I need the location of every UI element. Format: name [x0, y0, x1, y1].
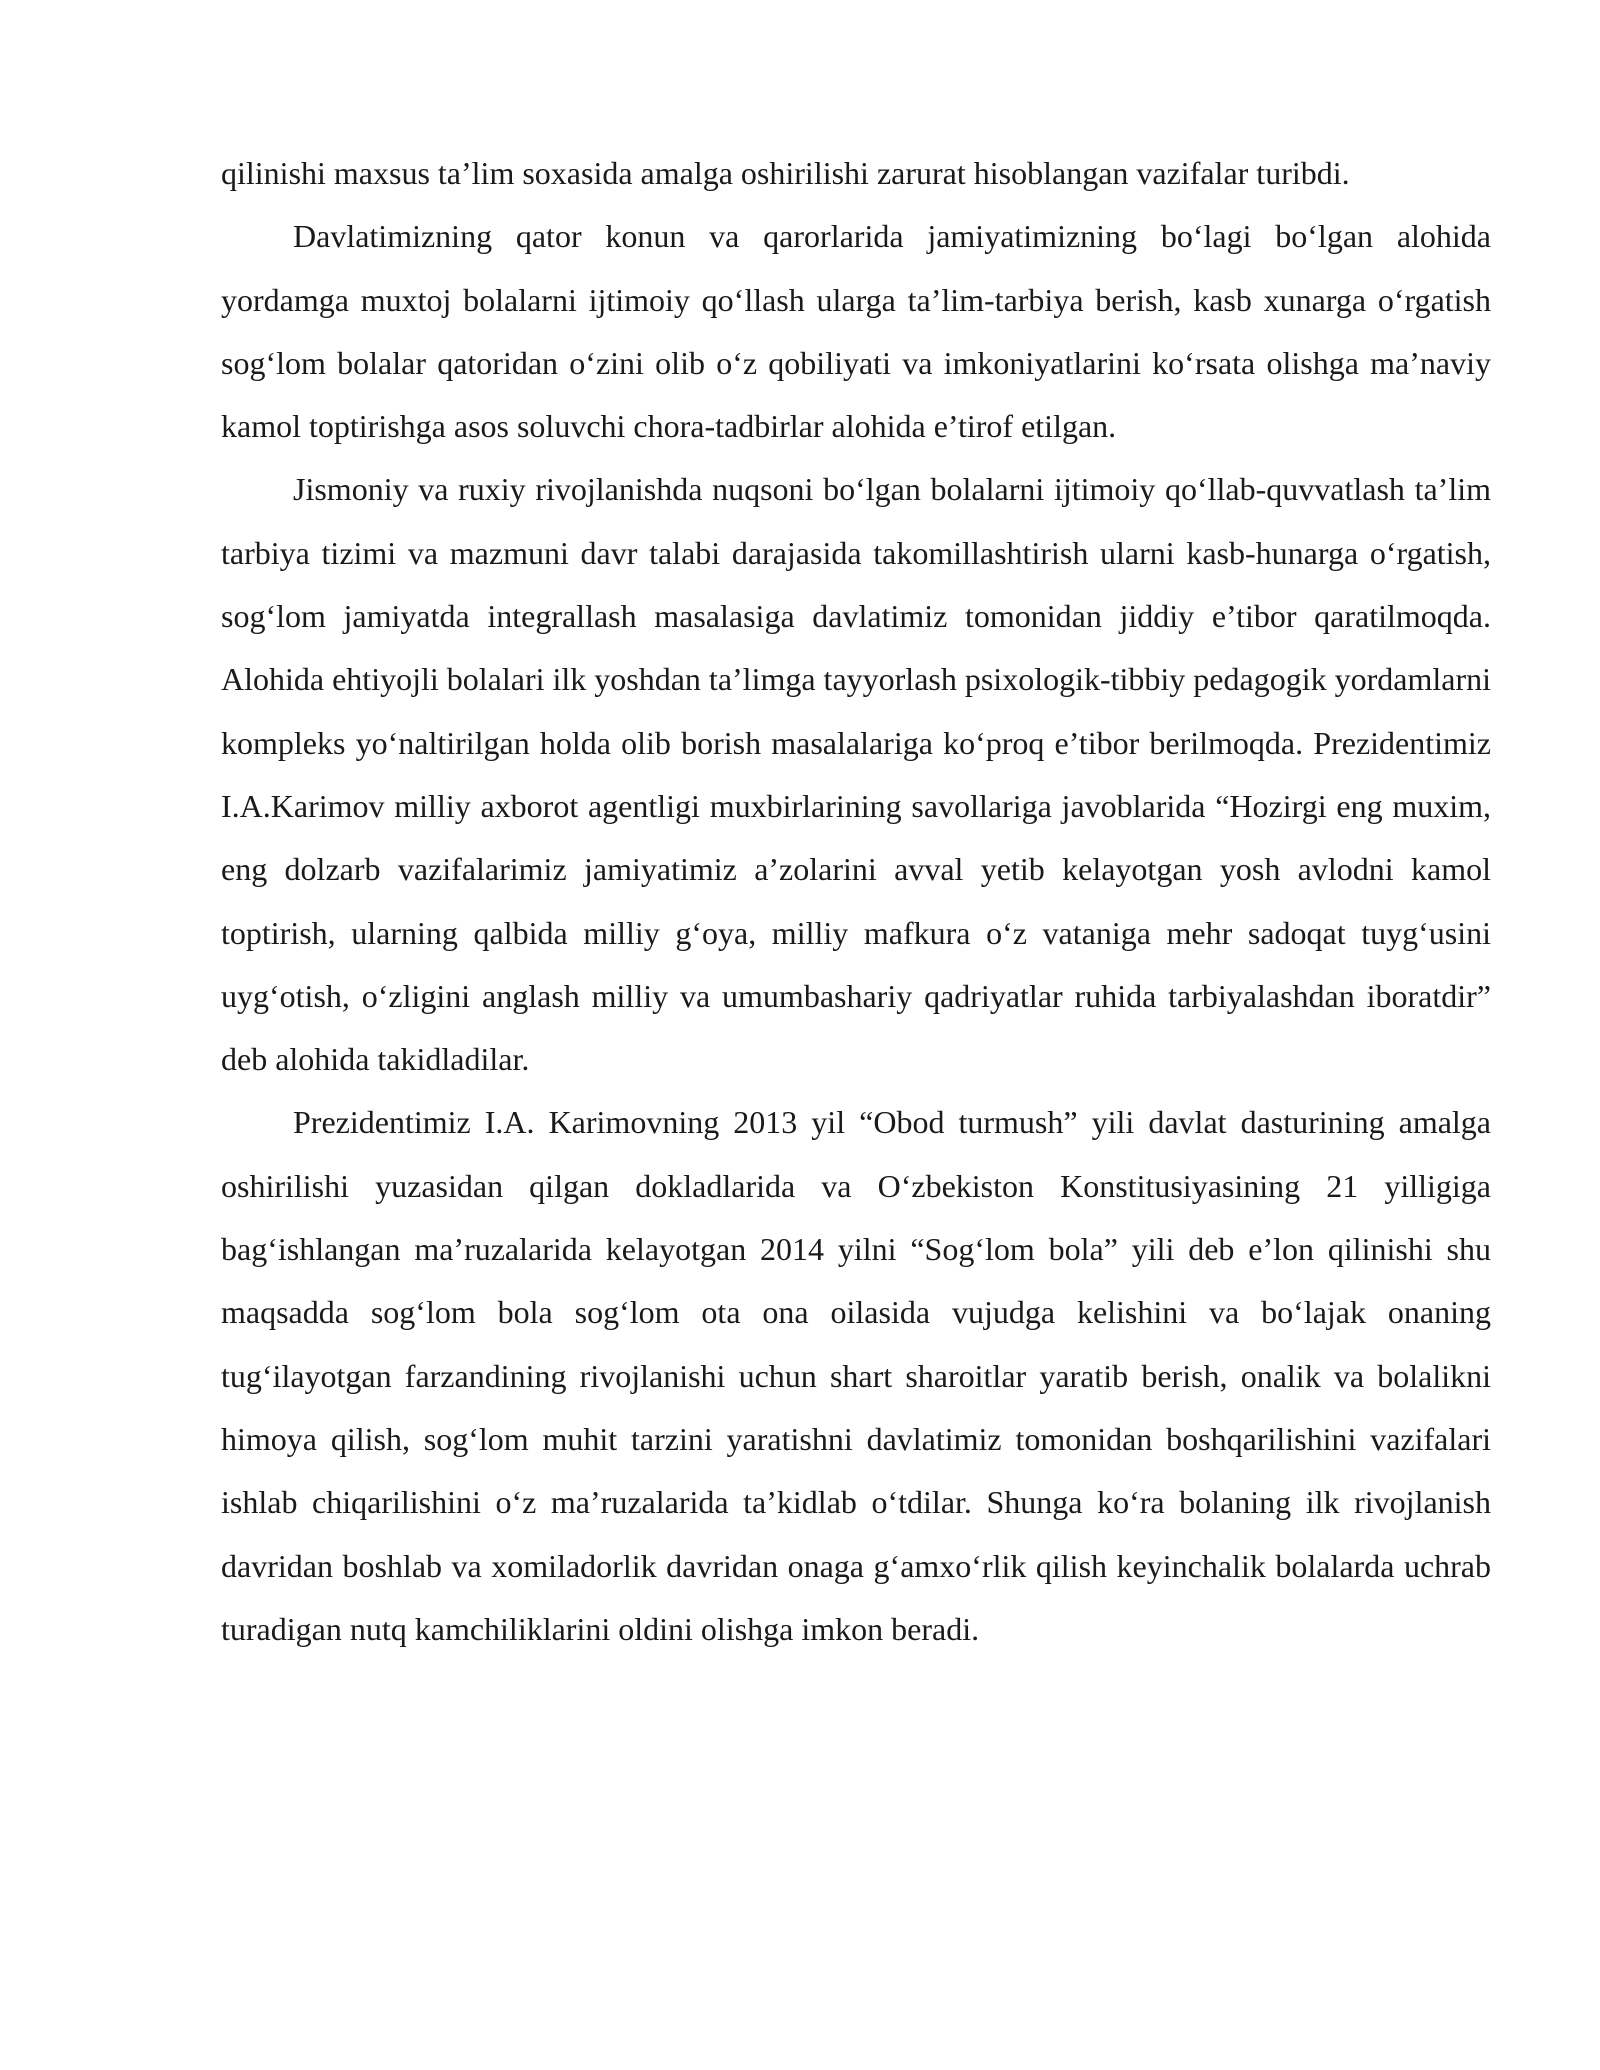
document-page [221, 142, 1491, 1661]
paragraph-social-support: Jismoniy va ruxiy rivojlanishda nuqsoni bo‘lgan bolalarni ijtimoiy qo‘llab-quvvatlash ta’lim tarbiya tizimi va mazmuni davr talabi darajasida takomillashtirish ularni kasb-hunarga o‘rgatish, sog‘lom jamiyatda integrallash masalasiga davlatimiz tomonidan jiddiy e’tibor qaratilmoqda. Alohida ehtiyojli bolalari ilk yoshdan ta’limga tayyorlash psixologik-tibbiy pedagogik yordamlarni kompleks yo‘naltirilgan holda olib borish masalalariga ko‘proq e’tibor berilmoqda. Prezidentimiz I.A.Karimov milliy axborot agentligi muxbirlarining savollariga javoblarida “Hozirgi eng muxim, eng dolzarb vazifalarimiz jamiyatimiz a’zolarini avval yetib kelayotgan yosh avlodni kamol toptirish, ularning qalbida milliy g‘oya, milliy mafkura o‘z vataniga mehr sadoqat tuyg‘usini uyg‘otish, o‘zligini anglash milliy va umumbashariy qadriyatlar ruhida tarbiyalashdan iboratdir” deb alohida takidladilar. [221, 471, 1491, 1078]
paragraph-healthy-child-year: Prezidentimiz I.A. Karimovning 2013 yil “Obod turmush” yili davlat dasturining amalga oshirilishi yuzasidan qilgan dokladlarida va O‘zbekiston Konstitusiyasining 21 yilligiga bag‘ishlangan ma’ruzalarida kelayotgan 2014 yilni “Sog‘lom bola” yili deb e’lon qilinishi shu maqsadda sog‘lom bola sog‘lom ota ona oilasida vujudga kelishini va bo‘lajak onaning tug‘ilayotgan farzandining rivojlanishi uchun shart sharoitlar yaratib berish, onalik va bolalikni himoya qilish, sog‘lom muhit tarzini yaratishni davlatimiz tomonidan boshqarilishini vazifalari ishlab chiqarilishini o‘z ma’ruzalarida ta’kidlab o‘tdilar. Shunga ko‘ra bolaning ilk rivojlanish davridan boshlab va xomiladorlik davridan onaga g‘amxo‘rlik qilish keyinchalik bolalarda uchrab turadigan nutq kamchiliklarini oldini olishga imkon beradi. [221, 1104, 1491, 1647]
paragraph-legislation: Davlatimizning qator konun va qarorlarida jamiyatimizning bo‘lagi bo‘lgan alohida yordamga muxtoj bolalarni ijtimoiy qo‘llash ularga ta’lim-tarbiya berish, kasb xunarga o‘rgatish sog‘lom bolalar qatoridan o‘zini olib o‘z qobiliyati va imkoniyatlarini ko‘rsata olishga ma’naviy kamol toptirishga asos soluvchi chora-tadbirlar alohida e’tirof etilgan. [221, 218, 1491, 445]
paragraph-continuation: qilinishi maxsus ta’lim soxasida amalga oshirilishi zarurat hisoblangan vazifalar turibdi. [221, 155, 1350, 191]
